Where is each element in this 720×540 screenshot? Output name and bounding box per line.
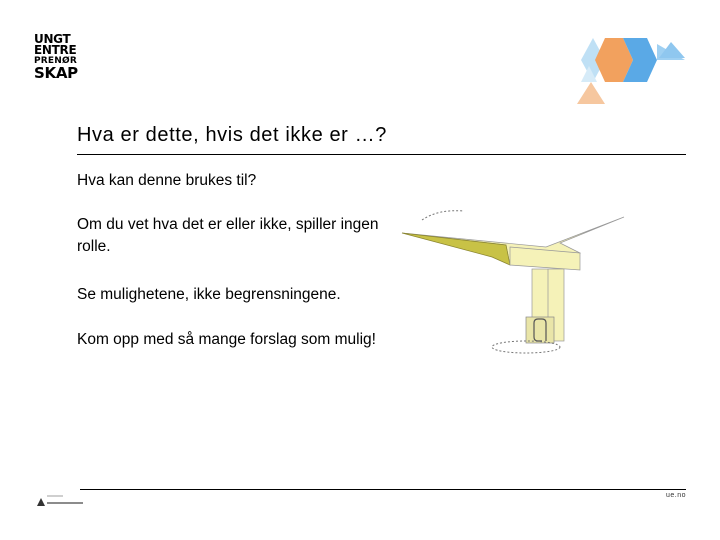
paragraph-question: Hva kan denne brukes til? [77, 172, 257, 189]
paragraph-possibilities: Se mulighetene, ikke begrensningene. [77, 286, 341, 303]
logo-line-1: UNGT [34, 32, 71, 46]
logo-line-2: ENTRE [34, 43, 77, 57]
decorative-triangles [575, 30, 687, 106]
title-divider [77, 154, 686, 155]
mystery-object-illustration [398, 205, 638, 360]
logo-line-3: PRENØR [34, 56, 77, 66]
footer-url: ue.no [665, 492, 686, 499]
footer-divider [80, 489, 686, 490]
ue-logo [34, 34, 94, 80]
footer-sponsor-logo [33, 493, 85, 509]
paragraph-suggestions: Kom opp med så mange forslag som mulig! [77, 331, 376, 348]
slide-title: Hva er dette, hvis det ikke er …? [77, 124, 387, 146]
logo-line-4: SKAP [34, 64, 78, 82]
paragraph-role: Om du vet hva det er eller ikke, spiller ingen rolle. [77, 216, 379, 255]
slide-body [77, 170, 407, 348]
